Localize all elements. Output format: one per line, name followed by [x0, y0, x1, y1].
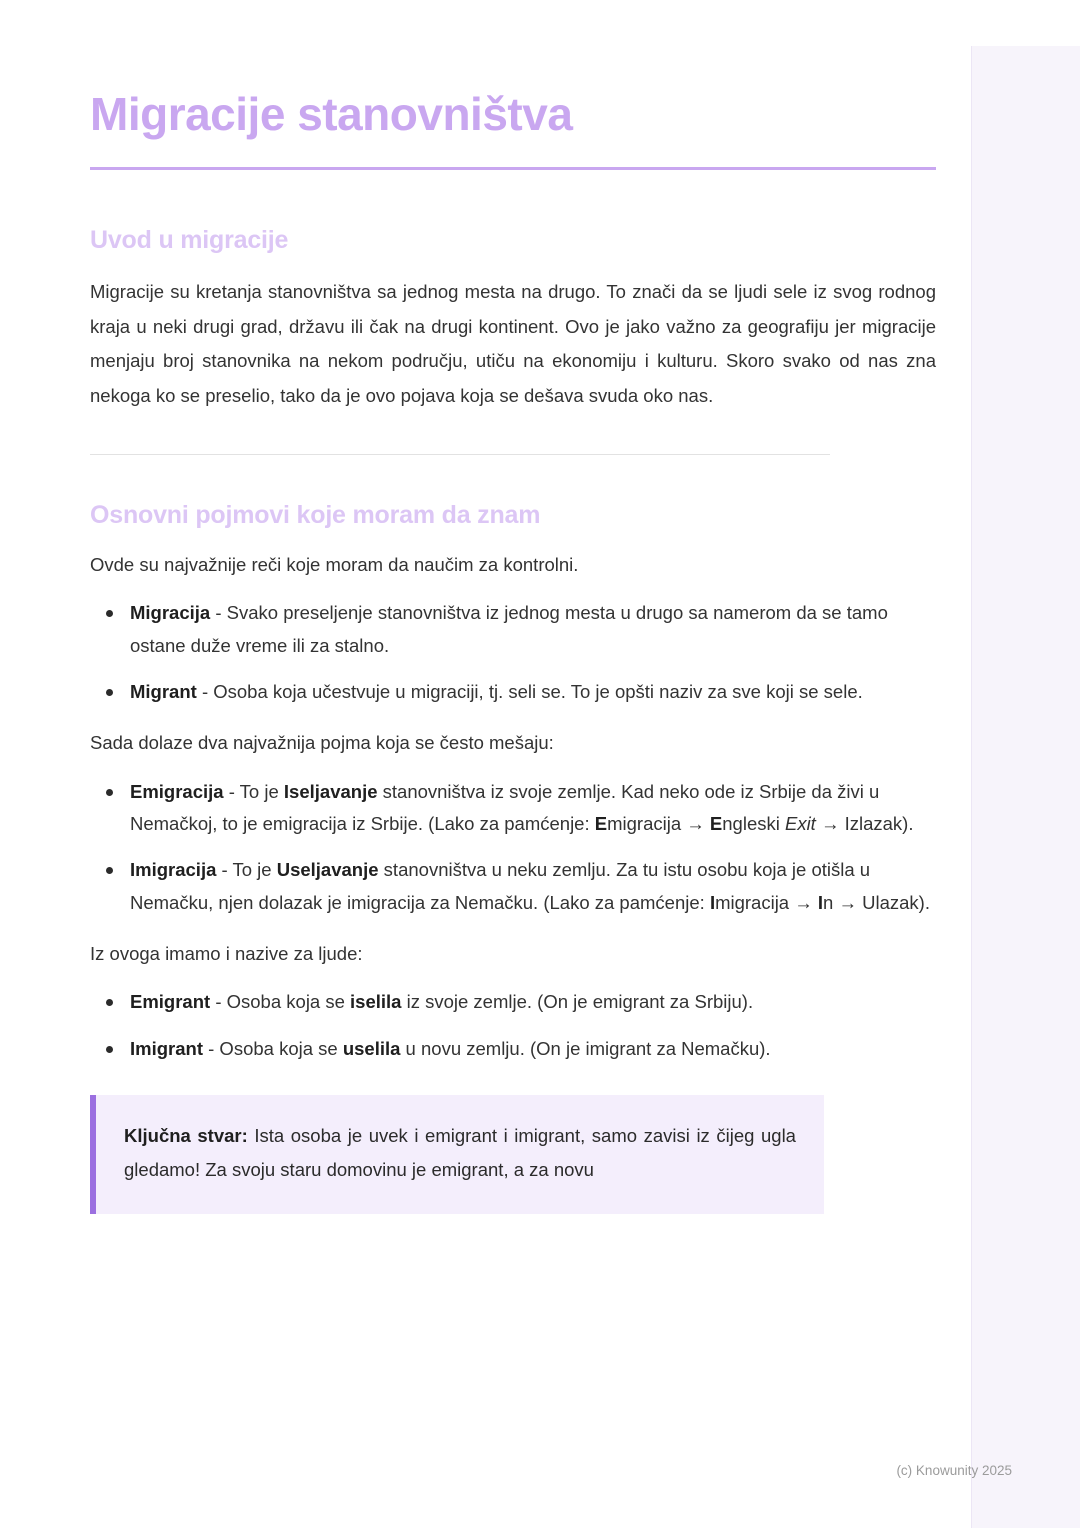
document-page: [90, 0, 936, 1214]
mnemonic-rest-2: ngleski: [722, 813, 785, 835]
page-title: Migracije stanovništva: [90, 88, 573, 140]
terms-intro-text: Ovde su najvažnije reči koje moram da naučim za kontrolni.: [90, 553, 579, 575]
term-text-a: - To je: [216, 859, 277, 881]
term-label: Migrant: [130, 681, 197, 702]
term-text-a: - Osoba koja se: [210, 991, 351, 1013]
callout-body: Ista osoba je uvek i emigrant i imigrant, samo zavisi iz čijeg ugla gledamo! Za svoju staru domovinu je emigrant, a za novu: [124, 1125, 796, 1181]
bridge-text-one: Sada dolaze dva najvažnija pojma koja se često mešaju:: [90, 732, 554, 754]
mnemonic-letter-i2: I: [817, 891, 824, 913]
term-label: Imigrant: [130, 1037, 203, 1059]
term-label: Migracija: [130, 602, 211, 624]
term-text-a: - To je: [223, 780, 284, 802]
term-definition: - Svako preseljenje stanovništva iz jednog mesta u drugo sa namerom da se tamo ostane duže vreme ili za stalno.: [130, 602, 888, 656]
mnemonic-rest-1: migracija →: [715, 891, 818, 913]
list-item: [124, 986, 936, 1018]
list-item: [124, 676, 936, 708]
mnemonic-tail: → Ulazak).: [833, 891, 930, 913]
footer-credit: (c) Knowunity 2025: [896, 1463, 1012, 1478]
list-item: [124, 1033, 936, 1065]
terms-list-people: [90, 986, 936, 1065]
title-divider: [90, 167, 936, 170]
mnemonic-italic-exit: Exit: [784, 813, 816, 835]
key-point-callout: [90, 1095, 824, 1213]
terms-list-basic: [90, 597, 936, 708]
mnemonic-letter-e1: E: [594, 813, 608, 835]
term-bold-b: Iseljavanje: [283, 780, 378, 802]
mnemonic-tail: → Izlazak).: [815, 813, 914, 835]
term-bold-b: iselila: [350, 991, 402, 1013]
term-text-c: stanovništva iz svoje zemlje. Kad neko ode iz Srbije da živi u Nemačkoj, to je emigracija iz Srbije. (Lako za pamćenje:: [130, 780, 880, 835]
callout-label: Ključna stvar:: [124, 1125, 248, 1147]
mnemonic-rest-2: n: [823, 891, 834, 913]
mnemonic-letter-i1: I: [709, 891, 716, 913]
term-definition: - Osoba koja učestvuje u migraciji, tj. seli se. To je opšti naziv za sve koji se sele.: [196, 681, 863, 702]
section-heading-terms: Osnovni pojmovi koje moram da znam: [90, 500, 541, 529]
mnemonic-letter-e2: E: [709, 813, 723, 835]
term-text-a: - Osoba koja se: [202, 1037, 343, 1059]
section-divider: [90, 454, 830, 455]
list-item: [124, 597, 936, 662]
mnemonic-rest-1: migracija →: [607, 813, 710, 835]
callout-text: [124, 1119, 796, 1187]
page-edge-strip: [971, 46, 1080, 1528]
list-item: [124, 854, 936, 919]
section-heading-intro: Uvod u migracije: [90, 225, 289, 254]
bridge-text-two: Iz ovoga imamo i nazive za ljude:: [90, 943, 363, 965]
terms-list-emigration-immigration: [90, 776, 936, 920]
term-bold-b: Useljavanje: [276, 859, 379, 881]
term-text-c: stanovništva u neku zemlju. Za tu istu osobu koja je otišla u Nemačku, njen dolazak je imigracija za Nemačku. (Lako za pamćenje:: [130, 859, 871, 913]
term-label: Emigrant: [130, 991, 211, 1013]
intro-paragraph: Migracije su kretanja stanovništva sa jednog mesta na drugo. To znači da se ljudi sele iz svog rodnog kraja u neki drugi grad, državu ili čak na drugi kontinent. Ovo je jako važno za geografiju jer migracije menjaju broj stanovnika na nekom području, utiču na ekonomiju i kulturu. Skoro svako od nas zna nekoga ko se preselio, tako da je ovo pojava koja se dešava svuda oko nas.: [90, 280, 936, 407]
term-text-c: u novu zemlju. (On je imigrant za Nemačku).: [400, 1037, 771, 1059]
list-item: [124, 776, 936, 841]
term-bold-b: uselila: [342, 1037, 401, 1059]
term-text-c: iz svoje zemlje. (On je emigrant za Srbiju).: [401, 991, 754, 1013]
term-label: Imigracija: [130, 859, 217, 881]
term-label: Emigracija: [130, 780, 224, 802]
